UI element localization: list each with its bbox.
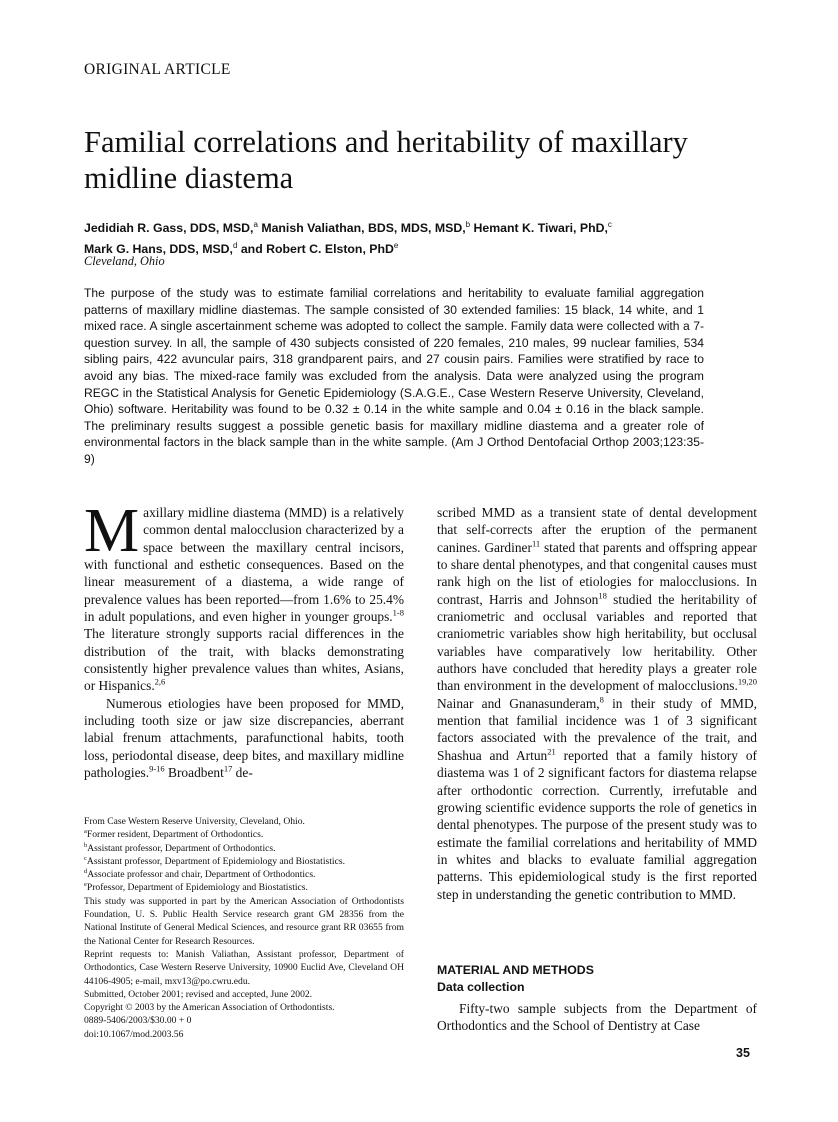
- footnote: [84, 815, 404, 828]
- citation-ref: 8: [599, 694, 604, 705]
- text-run: in their study of MMD, mention that familial incidence was 1 of 3 significant factors associated with the prevalence of the trait, and Shashua and Artun: [437, 695, 757, 763]
- footnote-text: Submitted, October 2001; revised and accepted, June 2002.: [84, 988, 313, 1000]
- citation-ref: 17: [223, 763, 233, 774]
- footnote: [84, 895, 404, 948]
- author-affiliation-mark: d: [232, 241, 238, 251]
- citation-ref: 18: [598, 590, 607, 601]
- author-name: Hemant K. Tiwari, PhD,: [470, 221, 608, 236]
- page-number: 35: [736, 1046, 750, 1060]
- body-paragraph: Fifty-two sample subjects from the Department of Orthodontics and the School of Dentistry at Case: [437, 1001, 757, 1034]
- citation-ref: 2,6: [154, 676, 166, 687]
- author-name: and Robert C. Elston, PhD: [237, 242, 394, 257]
- author-name: Manish Valiathan, BDS, MDS, MSD,: [257, 221, 466, 236]
- footnote: [84, 868, 404, 881]
- text-run: axillary midline diastema (MMD) is a relatively common dental malocclusion characterized by a space between the maxillary central incisors, with functional and esthetic consequences. Based on the linear measurement of a diastema, a wide range of prevalence values has been reported—from 1.6% to 25.4% in adult populations, and even higher in younger groups.: [84, 505, 404, 625]
- citation-ref: 21: [547, 746, 556, 757]
- footnote-text: Assistant professor, Department of Epidemiology and Biostatistics.: [86, 855, 345, 867]
- footnote: [84, 855, 404, 868]
- footnote-mark: c: [84, 854, 87, 862]
- author-affiliation-mark: b: [465, 220, 471, 229]
- body-column-left: [84, 497, 404, 782]
- footnote: [84, 881, 404, 894]
- author-affiliation-mark: e: [393, 241, 399, 251]
- footnote-text: This study was supported in part by the American Association of Orthodontists Foundation, U. S. Public Health Service research grant GM 28356 from the National Institute of General Medical Sciences, and resource grant RR 03655 from the National Center for Research Resources.: [84, 895, 404, 947]
- citation-ref: 19,20: [737, 676, 757, 687]
- text-run: stated that parents and offspring appear to share dental phenotypes, and that congenital causes must rank high on the list of etiologies for malocclusions. In contrast, Harris and Johnson: [437, 539, 758, 607]
- body-paragraph: [437, 504, 757, 903]
- text-run: The literature strongly supports racial differences in the distribution of the trait, with blacks demonstrating consistently higher prevalence values than whites, Asians, or Hispanics.: [84, 626, 404, 694]
- author-location: Cleveland, Ohio: [84, 254, 165, 268]
- body-paragraph: [84, 497, 404, 695]
- footnote-text: Associate professor and chair, Department of Orthodontics.: [87, 869, 316, 881]
- author-list: [84, 216, 724, 258]
- subsection-heading: Data collection: [437, 980, 525, 994]
- text-run: Numerous etiologies have been proposed for MMD, including tooth size or jaw size discrepancies, aberrant labial frenum attachments, parafunctional habits, tooth loss, periodontal disease, deep bites, and maxillary midline pathologies.: [84, 695, 404, 781]
- article-title: Familial correlations and heritability of maxillary midline diastema: [84, 125, 688, 195]
- body-paragraph: [84, 695, 404, 782]
- footnote-text: doi:10.1067/mod.2003.56: [84, 1028, 184, 1040]
- footnote: [84, 1014, 404, 1027]
- footnote-text: Former resident, Department of Orthodontics.: [86, 829, 264, 841]
- citation-ref: 11: [531, 538, 541, 549]
- footnote: [84, 842, 404, 855]
- footnote: [84, 1001, 404, 1014]
- author-affiliation-mark: c: [607, 220, 612, 229]
- text-run: Broadbent: [164, 765, 224, 781]
- footnotes: [84, 815, 404, 1041]
- footnote: [84, 988, 404, 1001]
- footnote-text: Assistant professor, Department of Orthodontics.: [87, 842, 276, 854]
- author-name: Jedidiah R. Gass, DDS, MSD,: [84, 221, 254, 236]
- footnote: [84, 948, 404, 988]
- footnote-text: Professor, Department of Epidemiology and Biostatistics.: [86, 882, 308, 894]
- citation-ref: 9-16: [149, 763, 165, 774]
- drop-cap: M: [84, 497, 140, 565]
- citation-ref: 1-8: [392, 607, 404, 618]
- footnote-text: From Case Western Reserve University, Cleveland, Ohio.: [84, 816, 305, 827]
- section-label: ORIGINAL ARTICLE: [84, 61, 231, 78]
- text-run: Nainar and Gnanasunderam,: [437, 695, 600, 711]
- body-column-right: [437, 504, 757, 903]
- footnote-mark: d: [84, 868, 88, 875]
- footnote-text: 0889-5406/2003/$30.00 + 0: [84, 1015, 192, 1027]
- methods-section: [437, 962, 757, 1035]
- abstract: The purpose of the study was to estimate familial correlations and heritability to evaluate familial aggregation patterns of maxillary midline diastemas. The sample consisted of 30 extended families: 15 black, 14 white, and 1 mixed race. A single ascertainment scheme was adopted to collect the sample. Family data were collected with a 7-question survey. In all, the sample of 430 subjects consisted of 220 females, 210 males, 99 nuclear families, 534 sibling pairs, 422 avuncular pairs, 318 grandparent pairs, and 27 cousin pairs. Families were stratified by race to avoid any bias. The mixed-race family was excluded from the analysis. Data were analyzed using the program REGC in the Statistical Analysis for Genetic Epidemiology (S.A.G.E., Case Western Reserve University, Cleveland, Ohio) software. Heritability was found to be 0.32 ± 0.14 in the white sample and 0.04 ± 0.16 in the black sample. The preliminary results suggest a possible genetic basis for maxillary midline diastema and a greater role of environmental factors in the black sample than in the white sample. (Am J Orthod Dentofacial Orthop 2003;123:35-9): [84, 286, 704, 466]
- section-heading: MATERIAL AND METHODS: [437, 963, 594, 977]
- text-run: de-: [232, 765, 253, 781]
- text-run: scribed MMD as a transient state of dental development that self-corrects after the eruption of the permanent canines. Gardiner: [437, 505, 757, 555]
- author-name: Mark G. Hans, DDS, MSD,: [84, 242, 233, 257]
- author-affiliation-mark: a: [253, 220, 258, 229]
- footnote-mark: b: [84, 841, 88, 849]
- footnote: [84, 1028, 404, 1041]
- footnote-text: Copyright © 2003 by the American Association of Orthodontists.: [84, 1002, 335, 1014]
- footnote-mark: a: [84, 828, 87, 836]
- text-run: studied the heritability of craniometric and occlusal variables and reported that craniometric variables show high heritability, but occlusal variables have comparatively low heritability. Other authors have concluded that heredity plays a greater role than environment in the development of malocclusions.: [437, 591, 757, 694]
- footnote-text: Reprint requests to: Manish Valiathan, Assistant professor, Department of Orthodontics, Case Western Reserve University, 10900 Euclid Ave, Cleveland OH 44106-4905; e-mail, mxv13@po.cwru.edu.: [84, 948, 404, 987]
- footnote-mark: e: [84, 881, 87, 889]
- text-run: reported that a family history of diastema was 1 of 2 significant factors for diastema relapse after orthodontic correction. Currently, irrefutable and growing scientific evidence supports the role of genetics in dental phenotypes. The purpose of the present study was to estimate the familial correlations and heritability of MMD in whites and blacks to evaluate familial aggregation patterns. This epidemiological study is the first reported step in understanding the genetic contribution to MMD.: [437, 747, 757, 902]
- footnote: [84, 828, 404, 841]
